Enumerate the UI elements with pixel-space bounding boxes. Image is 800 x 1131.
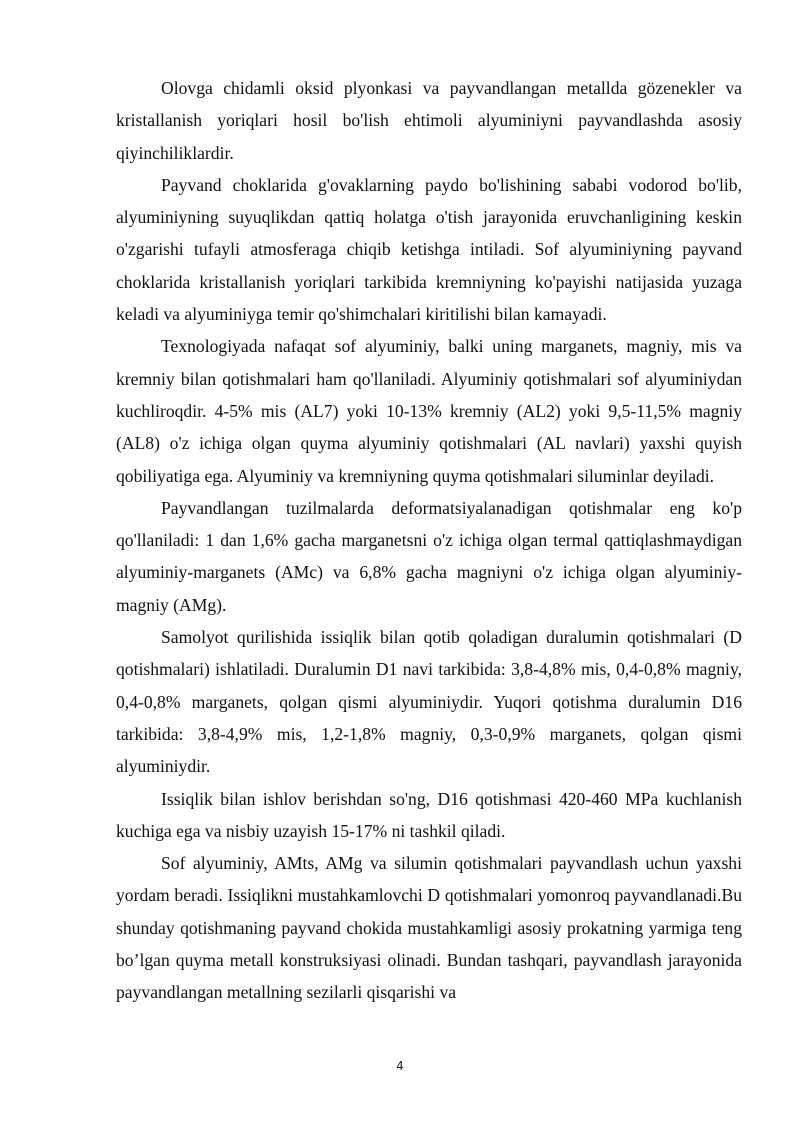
page-number: 4 <box>396 1059 404 1073</box>
paragraph-1: Olovga chidamli oksid plyonkasi va payvandlangan metallda gözenekler va kristallanish yoriqlari hosil bo'lish ehtimoli alyuminiyni payvandlashda asosiy qiyinchiliklardir. <box>116 78 742 163</box>
paragraph-7: Sof alyuminiy, AMts, AMg va silumin qotishmalari payvandlash uchun yaxshi yordam beradi. Issiqlikni mustahkamlovchi D qotishmalari yomonroq payvandlanadi.Bu shunday qotishmaning payvand chokida mustahkamligi asosiy prokatning yarmiga teng bo’lgan quyma metall konstruksiyasi olinadi. Bundan tashqari, payvandlash jarayonida payvandlangan metallning sezilarli qisqarishi va <box>116 853 742 1003</box>
paragraph-2: Payvand choklarida g'ovaklarning paydo bo'lishining sababi vodorod bo'lib, alyuminiyning suyuqlikdan qattiq holatga o'tish jarayonida eruvchanligining keskin o'zgarishi tufayli atmosferaga chiqib ketishga intiladi. Sof alyuminiyning payvand choklarida kristallanish yoriqlari tarkibida kremniyning ko'payishi natijasida yuzaga keladi va alyuminiyga temir qo'shimchalari kiritilishi bilan kamayadi. <box>116 174 742 325</box>
paragraph-3: Texnologiyada nafaqat sof alyuminiy, balki uning marganets, magniy, mis va kremniy bilan qotishmalari ham qo'llaniladi. Alyuminiy qotishmalari sof alyuminiydan kuchliroqdir. 4-5% mis (AL7) yoki 10-13% kremniy (AL2) yoki 9,5-11,5% magniy (AL8) o'z ichiga olgan quyma alyuminiy qotishmalari (AL navlari) yaxshi quyish qobiliyatiga ega. Alyuminiy va kremniyning quyma qotishmalari siluminlar deyiladi. <box>116 336 742 486</box>
document-page <box>116 72 742 1009</box>
paragraph-6: Issiqlik bilan ishlov berishdan so'ng, D16 qotishmasi 420-460 MPa kuchlanish kuchiga ega va nisbiy uzayish 15-17% ni tashkil qiladi. <box>116 788 742 841</box>
paragraph-5: Samolyot qurilishida issiqlik bilan qotib qoladigan duralumin qotishmalari (D qotishmalari) ishlatiladi. Duralumin D1 navi tarkibida: 3,8-4,8% mis, 0,4-0,8% magniy, 0,4-0,8% marganets, qolgan qismi alyuminiydir. Yuqori qotishma duralumin D16 tarkibida: 3,8-4,9% mis, 1,2-1,8% magniy, 0,3-0,9% marganets, qolgan qismi alyuminiydir. <box>116 627 742 777</box>
paragraph-4: Payvandlangan tuzilmalarda deformatsiyalanadigan qotishmalar eng ko'p qo'llaniladi: 1 dan 1,6% gacha marganetsni o'z ichiga olgan termal qattiqlashmaydigan alyuminiy-marganets (AMc) va 6,8% gacha magniyni o'z ichiga olgan alyuminiy-magniy (AMg). <box>116 497 742 615</box>
